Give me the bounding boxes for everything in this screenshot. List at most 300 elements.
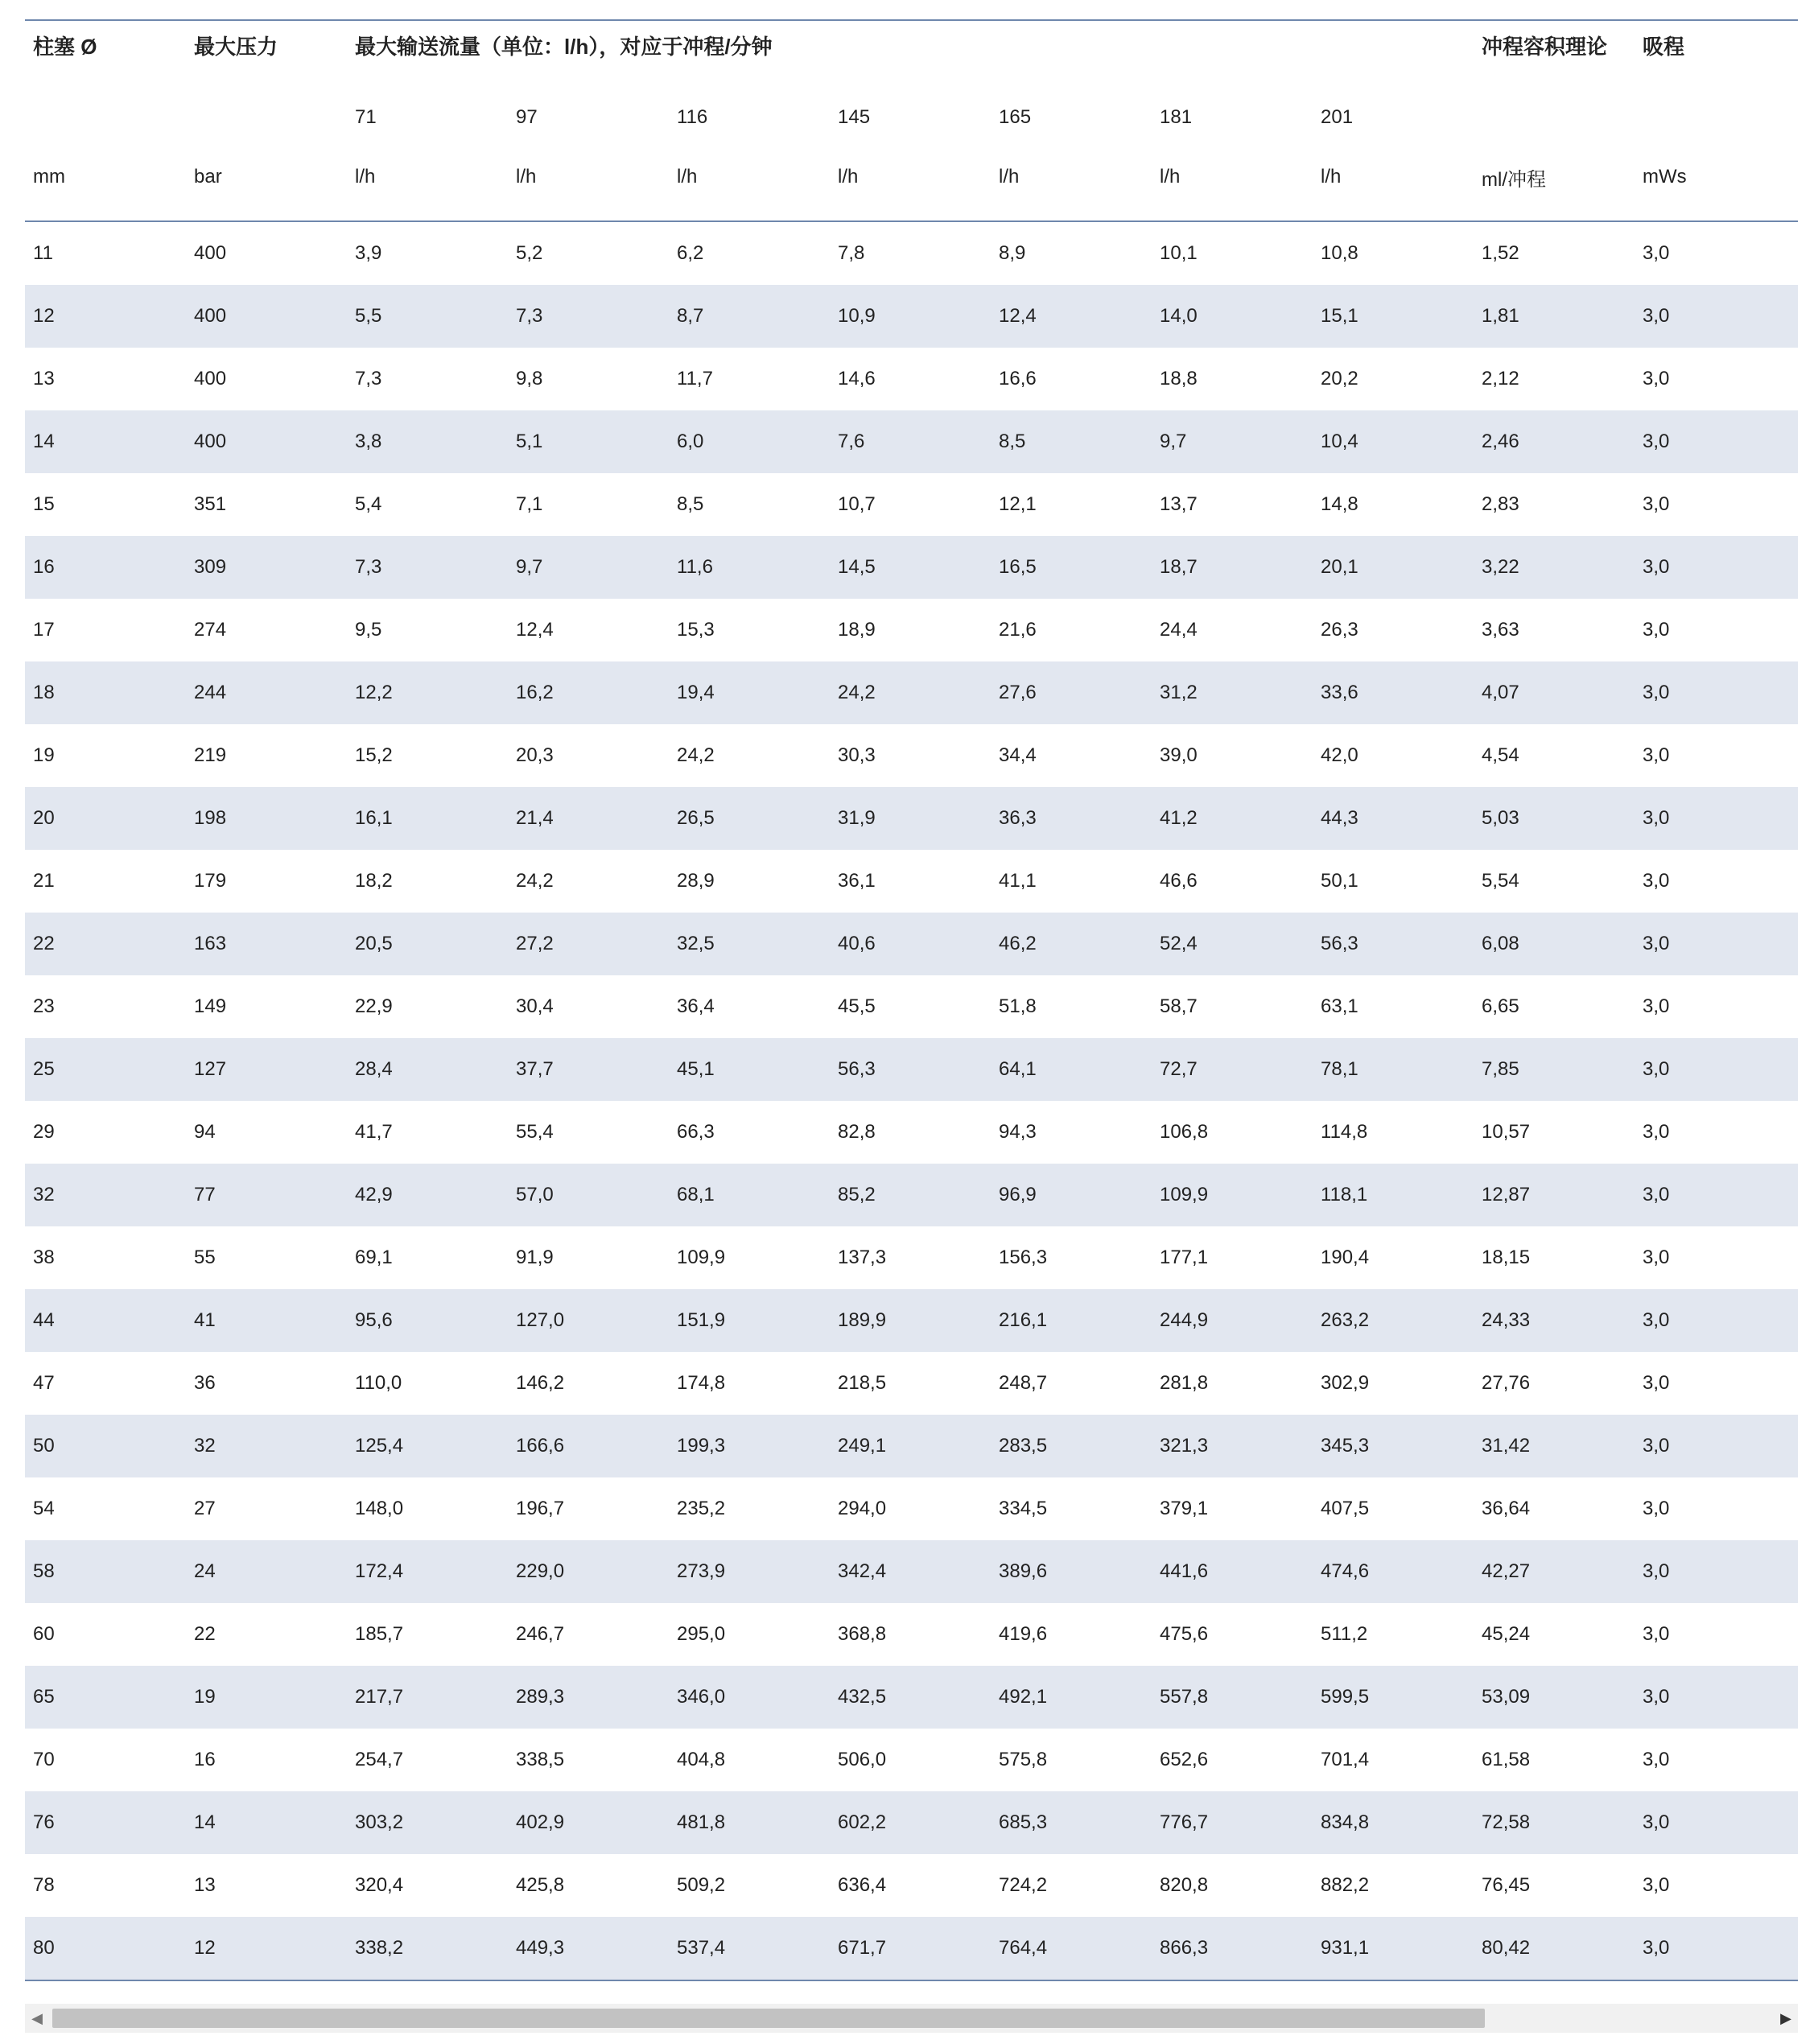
table-cell: 3,0 bbox=[1643, 682, 1670, 703]
header-flow: 最大输送流量（单位：l/h），对应于冲程/分钟 bbox=[355, 34, 773, 59]
table-cell: 400 bbox=[194, 242, 227, 264]
table-cell: 509,2 bbox=[677, 1874, 726, 1896]
table-cell: 44 bbox=[33, 1309, 55, 1331]
table-cell: 217,7 bbox=[355, 1686, 404, 1708]
data-table bbox=[25, 19, 1798, 1981]
table-cell: 3,0 bbox=[1643, 1247, 1670, 1268]
table-row bbox=[25, 1791, 1798, 1854]
table-cell: 36,1 bbox=[838, 870, 876, 892]
table-cell: 492,1 bbox=[999, 1686, 1048, 1708]
table-cell: 218,5 bbox=[838, 1372, 887, 1394]
table-cell: 7,3 bbox=[355, 556, 382, 578]
table-cell: 34,4 bbox=[999, 744, 1037, 766]
table-cell: 3,0 bbox=[1643, 368, 1670, 389]
table-cell: 16 bbox=[33, 556, 55, 578]
table-row bbox=[25, 348, 1798, 410]
unit-flow: l/h bbox=[516, 166, 537, 188]
table-cell: 20,2 bbox=[1321, 368, 1358, 389]
unit-stroke-volume: ml/冲程 bbox=[1482, 168, 1546, 191]
table-cell: 27 bbox=[194, 1498, 216, 1519]
table-bottom-rule bbox=[25, 1980, 1798, 1981]
table-cell: 31,9 bbox=[838, 807, 876, 829]
table-cell: 82,8 bbox=[838, 1121, 876, 1143]
table-cell: 7,6 bbox=[838, 431, 865, 452]
table-cell: 78 bbox=[33, 1874, 55, 1896]
table-cell: 3,0 bbox=[1643, 1435, 1670, 1457]
header-suction: 吸程 bbox=[1643, 34, 1685, 59]
table-cell: 338,5 bbox=[516, 1749, 565, 1770]
table-cell: 189,9 bbox=[838, 1309, 887, 1331]
table-cell: 106,8 bbox=[1160, 1121, 1209, 1143]
table-cell: 3,0 bbox=[1643, 1623, 1670, 1645]
table-cell: 3,0 bbox=[1643, 1498, 1670, 1519]
table-cell: 407,5 bbox=[1321, 1498, 1370, 1519]
table-cell: 50 bbox=[33, 1435, 55, 1457]
table-cell: 36,4 bbox=[677, 995, 715, 1017]
header-empty bbox=[25, 129, 186, 134]
table-cell: 3,0 bbox=[1643, 242, 1670, 264]
table-cell: 21,4 bbox=[516, 807, 554, 829]
table-cell: 402,9 bbox=[516, 1811, 565, 1833]
table-cell: 3,0 bbox=[1643, 744, 1670, 766]
stroke-rate: 97 bbox=[516, 106, 538, 128]
table-cell: 3,0 bbox=[1643, 431, 1670, 452]
table-cell: 6,0 bbox=[677, 431, 704, 452]
table-row bbox=[25, 661, 1798, 724]
table-cell: 11 bbox=[33, 242, 53, 264]
table-cell: 56,3 bbox=[838, 1058, 876, 1080]
table-cell: 148,0 bbox=[355, 1498, 404, 1519]
table-cell: 22 bbox=[194, 1623, 216, 1645]
table-cell: 636,4 bbox=[838, 1874, 887, 1896]
table-cell: 3,0 bbox=[1643, 619, 1670, 641]
table-cell: 7,85 bbox=[1482, 1058, 1519, 1080]
table-cell: 38 bbox=[33, 1247, 55, 1268]
table-cell: 4,07 bbox=[1482, 682, 1519, 703]
table-cell: 346,0 bbox=[677, 1686, 726, 1708]
table-cell: 13 bbox=[194, 1874, 216, 1896]
table-cell: 32 bbox=[33, 1184, 55, 1205]
table-cell: 254,7 bbox=[355, 1749, 404, 1770]
table-cell: 185,7 bbox=[355, 1623, 404, 1645]
table-cell: 58 bbox=[33, 1560, 55, 1582]
table-cell: 61,58 bbox=[1482, 1749, 1531, 1770]
table-cell: 60 bbox=[33, 1623, 55, 1645]
table-cell: 334,5 bbox=[999, 1498, 1048, 1519]
table-cell: 80 bbox=[33, 1937, 55, 1959]
table-cell: 882,2 bbox=[1321, 1874, 1370, 1896]
table-row bbox=[25, 913, 1798, 975]
table-cell: 3,0 bbox=[1643, 1309, 1670, 1331]
table-cell: 5,1 bbox=[516, 431, 543, 452]
scrollbar-thumb[interactable] bbox=[52, 2009, 1485, 2028]
table-cell: 196,7 bbox=[516, 1498, 565, 1519]
table-cell: 76 bbox=[33, 1811, 55, 1833]
table-cell: 3,0 bbox=[1643, 1121, 1670, 1143]
stroke-rate: 181 bbox=[1160, 106, 1193, 128]
table-cell: 24,4 bbox=[1160, 619, 1198, 641]
table-cell: 53,09 bbox=[1482, 1686, 1531, 1708]
table-row bbox=[25, 1666, 1798, 1729]
table-cell: 27,76 bbox=[1482, 1372, 1531, 1394]
table-cell: 94,3 bbox=[999, 1121, 1037, 1143]
table-cell: 77 bbox=[194, 1184, 216, 1205]
table-cell: 3,9 bbox=[355, 242, 382, 264]
table-cell: 6,65 bbox=[1482, 995, 1519, 1017]
table-cell: 41 bbox=[194, 1309, 216, 1331]
table-cell: 125,4 bbox=[355, 1435, 404, 1457]
table-cell: 46,6 bbox=[1160, 870, 1198, 892]
table-cell: 31,2 bbox=[1160, 682, 1198, 703]
table-cell: 20,1 bbox=[1321, 556, 1358, 578]
table-row bbox=[25, 1415, 1798, 1477]
table-cell: 95,6 bbox=[355, 1309, 393, 1331]
table-cell: 8,5 bbox=[677, 493, 704, 515]
table-cell: 14 bbox=[33, 431, 55, 452]
table-cell: 557,8 bbox=[1160, 1686, 1209, 1708]
table-cell: 3,0 bbox=[1643, 1811, 1670, 1833]
table-cell: 475,6 bbox=[1160, 1623, 1209, 1645]
table-cell: 12,4 bbox=[999, 305, 1037, 327]
table-cell: 24 bbox=[194, 1560, 216, 1582]
table-cell: 14,8 bbox=[1321, 493, 1358, 515]
table-row bbox=[25, 1603, 1798, 1666]
table-cell: 44,3 bbox=[1321, 807, 1358, 829]
unit-flow: l/h bbox=[355, 166, 376, 188]
table-cell: 179 bbox=[194, 870, 227, 892]
table-cell: 3,0 bbox=[1643, 305, 1670, 327]
table-cell: 32 bbox=[194, 1435, 216, 1457]
table-cell: 12,87 bbox=[1482, 1184, 1531, 1205]
table-cell: 5,54 bbox=[1482, 870, 1519, 892]
table-cell: 18 bbox=[33, 682, 55, 703]
table-cell: 109,9 bbox=[1160, 1184, 1209, 1205]
table-cell: 351 bbox=[194, 493, 227, 515]
table-cell: 72,7 bbox=[1160, 1058, 1198, 1080]
table-cell: 16,6 bbox=[999, 368, 1037, 389]
table-cell: 776,7 bbox=[1160, 1811, 1209, 1833]
table-cell: 2,12 bbox=[1482, 368, 1519, 389]
table-row bbox=[25, 1164, 1798, 1226]
table-cell: 68,1 bbox=[677, 1184, 715, 1205]
table-row bbox=[25, 1226, 1798, 1289]
table-cell: 45,1 bbox=[677, 1058, 715, 1080]
table-cell: 441,6 bbox=[1160, 1560, 1209, 1582]
table-row bbox=[25, 724, 1798, 787]
table-cell: 127 bbox=[194, 1058, 227, 1080]
table-cell: 27,6 bbox=[999, 682, 1037, 703]
table-cell: 17 bbox=[33, 619, 55, 641]
table-cell: 18,9 bbox=[838, 619, 876, 641]
table-cell: 7,3 bbox=[516, 305, 543, 327]
table-cell: 45,5 bbox=[838, 995, 876, 1017]
table-cell: 309 bbox=[194, 556, 227, 578]
table-cell: 3,0 bbox=[1643, 807, 1670, 829]
table-cell: 3,0 bbox=[1643, 1184, 1670, 1205]
table-cell: 199,3 bbox=[677, 1435, 726, 1457]
table-cell: 3,8 bbox=[355, 431, 382, 452]
table-cell: 481,8 bbox=[677, 1811, 726, 1833]
table-row bbox=[25, 285, 1798, 348]
stroke-rate: 116 bbox=[677, 106, 708, 128]
table-cell: 1,81 bbox=[1482, 305, 1519, 327]
table-cell: 474,6 bbox=[1321, 1560, 1370, 1582]
table-cell: 652,6 bbox=[1160, 1749, 1209, 1770]
table-cell: 19,4 bbox=[677, 682, 715, 703]
table-cell: 10,4 bbox=[1321, 431, 1358, 452]
table-cell: 3,0 bbox=[1643, 556, 1670, 578]
table-cell: 27,2 bbox=[516, 933, 554, 954]
table-cell: 449,3 bbox=[516, 1937, 565, 1959]
table-cell: 400 bbox=[194, 305, 227, 327]
table-cell: 177,1 bbox=[1160, 1247, 1209, 1268]
table-cell: 54 bbox=[33, 1498, 55, 1519]
table-cell: 114,8 bbox=[1321, 1121, 1368, 1143]
table-row bbox=[25, 1854, 1798, 1917]
table-row bbox=[25, 473, 1798, 536]
table-cell: 85,2 bbox=[838, 1184, 876, 1205]
table-cell: 28,9 bbox=[677, 870, 715, 892]
table-cell: 404,8 bbox=[677, 1749, 726, 1770]
table-cell: 96,9 bbox=[999, 1184, 1037, 1205]
table-cell: 7,1 bbox=[516, 493, 543, 515]
table-cell: 16 bbox=[194, 1749, 216, 1770]
table-cell: 51,8 bbox=[999, 995, 1037, 1017]
table-row bbox=[25, 410, 1798, 473]
header-empty bbox=[1474, 129, 1635, 134]
table-cell: 235,2 bbox=[677, 1498, 726, 1519]
table-cell: 11,7 bbox=[677, 368, 713, 389]
table-cell: 12,2 bbox=[355, 682, 393, 703]
table-cell: 368,8 bbox=[838, 1623, 887, 1645]
scroll-right-arrow-icon[interactable]: ▶ bbox=[1780, 2009, 1791, 2026]
table-cell: 94 bbox=[194, 1121, 216, 1143]
table-cell: 320,4 bbox=[355, 1874, 404, 1896]
table-body bbox=[25, 222, 1798, 1980]
table-cell: 3,22 bbox=[1482, 556, 1519, 578]
table-cell: 33,6 bbox=[1321, 682, 1358, 703]
table-cell: 248,7 bbox=[999, 1372, 1048, 1394]
table-cell: 18,2 bbox=[355, 870, 393, 892]
table-cell: 64,1 bbox=[999, 1058, 1037, 1080]
table-cell: 294,0 bbox=[838, 1498, 887, 1519]
table-row bbox=[25, 1729, 1798, 1791]
table-cell: 10,9 bbox=[838, 305, 876, 327]
table-cell: 3,63 bbox=[1482, 619, 1519, 641]
table-cell: 36,64 bbox=[1482, 1498, 1531, 1519]
scroll-left-arrow-icon[interactable]: ◀ bbox=[31, 2009, 43, 2026]
table-cell: 3,0 bbox=[1643, 1874, 1670, 1896]
table-cell: 3,0 bbox=[1643, 1058, 1670, 1080]
table-cell: 16,1 bbox=[355, 807, 393, 829]
table-cell: 866,3 bbox=[1160, 1937, 1209, 1959]
table-cell: 40,6 bbox=[838, 933, 876, 954]
table-cell: 8,5 bbox=[999, 431, 1026, 452]
table-cell: 3,0 bbox=[1643, 1560, 1670, 1582]
table-cell: 24,2 bbox=[516, 870, 554, 892]
table-cell: 24,2 bbox=[677, 744, 715, 766]
stroke-rate: 201 bbox=[1321, 106, 1354, 128]
header-plunger: 柱塞 Ø bbox=[33, 34, 97, 59]
table-cell: 3,0 bbox=[1643, 995, 1670, 1017]
table-cell: 110,0 bbox=[355, 1372, 402, 1394]
table-cell: 537,4 bbox=[677, 1937, 726, 1959]
table-cell: 47 bbox=[33, 1372, 55, 1394]
table-cell: 20,5 bbox=[355, 933, 393, 954]
table-cell: 11,6 bbox=[677, 556, 713, 578]
table-cell: 14 bbox=[194, 1811, 216, 1833]
table-cell: 46,2 bbox=[999, 933, 1037, 954]
table-cell: 8,7 bbox=[677, 305, 704, 327]
table-cell: 13,7 bbox=[1160, 493, 1198, 515]
table-cell: 80,42 bbox=[1482, 1937, 1531, 1959]
table-cell: 72,58 bbox=[1482, 1811, 1531, 1833]
table-row bbox=[25, 850, 1798, 913]
table-cell: 2,83 bbox=[1482, 493, 1519, 515]
table-cell: 30,3 bbox=[838, 744, 876, 766]
table-cell: 338,2 bbox=[355, 1937, 404, 1959]
table-cell: 22,9 bbox=[355, 995, 393, 1017]
table-cell: 37,7 bbox=[516, 1058, 554, 1080]
table-cell: 127,0 bbox=[516, 1309, 565, 1331]
table-cell: 281,8 bbox=[1160, 1372, 1209, 1394]
table-cell: 22 bbox=[33, 933, 55, 954]
table-row bbox=[25, 1540, 1798, 1603]
table-row bbox=[25, 975, 1798, 1038]
table-cell: 274 bbox=[194, 619, 227, 641]
table-cell: 19 bbox=[33, 744, 55, 766]
table-cell: 36,3 bbox=[999, 807, 1037, 829]
table-cell: 41,7 bbox=[355, 1121, 393, 1143]
table-cell: 244 bbox=[194, 682, 227, 703]
table-cell: 70 bbox=[33, 1749, 55, 1770]
table-cell: 764,4 bbox=[999, 1937, 1048, 1959]
table-cell: 9,7 bbox=[1160, 431, 1187, 452]
table-cell: 273,9 bbox=[677, 1560, 726, 1582]
table-cell: 820,8 bbox=[1160, 1874, 1209, 1896]
table-cell: 42,9 bbox=[355, 1184, 393, 1205]
table-cell: 91,9 bbox=[516, 1247, 554, 1268]
table-cell: 12 bbox=[33, 305, 55, 327]
table-cell: 1,52 bbox=[1482, 242, 1519, 264]
table-cell: 166,6 bbox=[516, 1435, 565, 1457]
table-cell: 18,8 bbox=[1160, 368, 1198, 389]
table-cell: 42,27 bbox=[1482, 1560, 1531, 1582]
table-cell: 3,0 bbox=[1643, 870, 1670, 892]
table-cell: 163 bbox=[194, 933, 227, 954]
horizontal-scrollbar[interactable] bbox=[25, 2004, 1798, 2033]
unit-pressure: bar bbox=[194, 166, 222, 188]
table-cell: 18,15 bbox=[1482, 1247, 1531, 1268]
table-row bbox=[25, 787, 1798, 850]
table-cell: 26,5 bbox=[677, 807, 715, 829]
table-cell: 389,6 bbox=[999, 1560, 1048, 1582]
table-cell: 21 bbox=[33, 870, 55, 892]
table-cell: 21,6 bbox=[999, 619, 1037, 641]
table-row bbox=[25, 1477, 1798, 1540]
stroke-rate: 71 bbox=[355, 106, 377, 128]
table-cell: 511,2 bbox=[1321, 1623, 1368, 1645]
table-cell: 724,2 bbox=[999, 1874, 1048, 1896]
table-cell: 10,7 bbox=[838, 493, 876, 515]
table-cell: 13 bbox=[33, 368, 55, 389]
table-cell: 57,0 bbox=[516, 1184, 554, 1205]
table-cell: 400 bbox=[194, 431, 227, 452]
table-cell: 172,4 bbox=[355, 1560, 404, 1582]
stroke-rate: 145 bbox=[838, 106, 871, 128]
table-cell: 78,1 bbox=[1321, 1058, 1358, 1080]
table-cell: 15,2 bbox=[355, 744, 393, 766]
table-cell: 12,1 bbox=[999, 493, 1037, 515]
table-cell: 3,0 bbox=[1643, 933, 1670, 954]
table-cell: 156,3 bbox=[999, 1247, 1048, 1268]
table-cell: 289,3 bbox=[516, 1686, 565, 1708]
table-cell: 345,3 bbox=[1321, 1435, 1370, 1457]
table-cell: 4,54 bbox=[1482, 744, 1519, 766]
table-cell: 9,7 bbox=[516, 556, 543, 578]
table-cell: 249,1 bbox=[838, 1435, 887, 1457]
unit-plunger: mm bbox=[33, 166, 65, 188]
table-cell: 3,0 bbox=[1643, 1686, 1670, 1708]
table-cell: 118,1 bbox=[1321, 1184, 1368, 1205]
table-cell: 41,2 bbox=[1160, 807, 1198, 829]
table-cell: 3,0 bbox=[1643, 1749, 1670, 1770]
table-cell: 26,3 bbox=[1321, 619, 1358, 641]
table-cell: 9,5 bbox=[355, 619, 382, 641]
table-cell: 15,3 bbox=[677, 619, 715, 641]
unit-flow: l/h bbox=[1160, 166, 1181, 188]
table-cell: 10,8 bbox=[1321, 242, 1358, 264]
unit-flow: l/h bbox=[999, 166, 1020, 188]
table-cell: 671,7 bbox=[838, 1937, 887, 1959]
table-cell: 15 bbox=[33, 493, 55, 515]
table-cell: 66,3 bbox=[677, 1121, 715, 1143]
table-cell: 229,0 bbox=[516, 1560, 565, 1582]
table-cell: 575,8 bbox=[999, 1749, 1048, 1770]
table-row bbox=[25, 1917, 1798, 1980]
table-cell: 63,1 bbox=[1321, 995, 1358, 1017]
table-cell: 5,5 bbox=[355, 305, 382, 327]
table-cell: 198 bbox=[194, 807, 227, 829]
table-cell: 244,9 bbox=[1160, 1309, 1209, 1331]
table-cell: 45,24 bbox=[1482, 1623, 1531, 1645]
table-cell: 425,8 bbox=[516, 1874, 565, 1896]
table-cell: 5,2 bbox=[516, 242, 543, 264]
table-cell: 16,5 bbox=[999, 556, 1037, 578]
table-cell: 109,9 bbox=[677, 1247, 726, 1268]
table-cell: 146,2 bbox=[516, 1372, 565, 1394]
table-cell: 149 bbox=[194, 995, 227, 1017]
table-cell: 263,2 bbox=[1321, 1309, 1370, 1331]
table-cell: 24,2 bbox=[838, 682, 876, 703]
table-cell: 32,5 bbox=[677, 933, 715, 954]
table-cell: 151,9 bbox=[677, 1309, 726, 1331]
table-row bbox=[25, 1038, 1798, 1101]
table-cell: 12,4 bbox=[516, 619, 554, 641]
table-cell: 2,46 bbox=[1482, 431, 1519, 452]
table-cell: 432,5 bbox=[838, 1686, 887, 1708]
table-cell: 303,2 bbox=[355, 1811, 404, 1833]
table-cell: 52,4 bbox=[1160, 933, 1198, 954]
table-cell: 283,5 bbox=[999, 1435, 1048, 1457]
table-cell: 56,3 bbox=[1321, 933, 1358, 954]
table-cell: 23 bbox=[33, 995, 55, 1017]
table-cell: 8,9 bbox=[999, 242, 1026, 264]
table-cell: 3,0 bbox=[1643, 493, 1670, 515]
table-cell: 14,0 bbox=[1160, 305, 1198, 327]
table-cell: 16,2 bbox=[516, 682, 554, 703]
table-cell: 65 bbox=[33, 1686, 55, 1708]
